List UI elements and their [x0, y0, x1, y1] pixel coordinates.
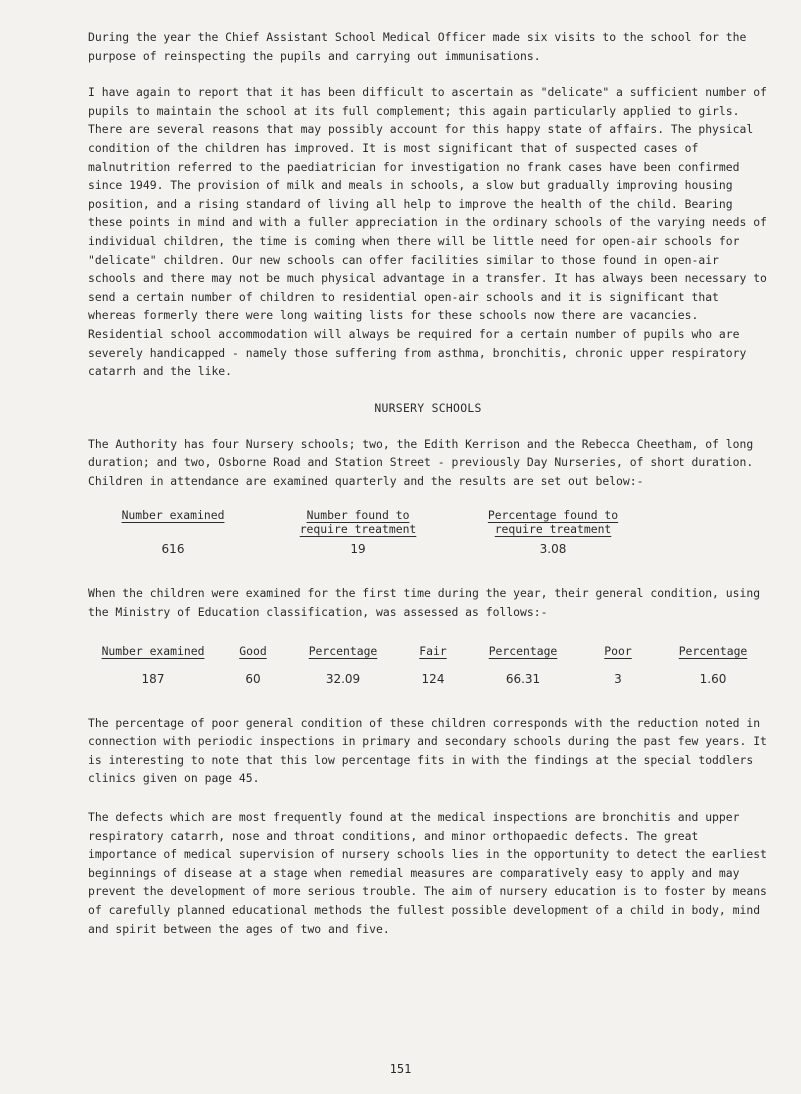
paragraph-reinspection: During the year the Chief Assistant School Medical Officer made six visits to the school for the purpose of reinspecting the pupils and carrying out immunisations.: [88, 30, 747, 63]
cell-number-examined: 187: [141, 671, 165, 686]
col-found-line1: Number found to: [306, 508, 410, 523]
cell-percentage-poor: 1.60: [699, 671, 727, 686]
paragraph-poor-condition: The percentage of poor general condition of these children corresponds with the reduction noted in connection with periodic inspections in primary and secondary schools during the past few years. It is interesting to note that this low percentage fits in with the findings at the special toddlers clinics given on page 45.: [88, 715, 767, 786]
table-row: [88, 536, 648, 562]
cell-fair: 124: [421, 671, 445, 686]
document-page: [88, 28, 768, 938]
col-percentage-fair: Percentage: [488, 643, 558, 658]
cell-poor: 3: [614, 671, 622, 686]
cell-number-examined: 616: [161, 542, 185, 557]
section-heading-nursery-schools: NURSERY SCHOOLS: [374, 400, 482, 415]
col-found-line2: require treatment: [299, 522, 417, 537]
col-pct-line2: require treatment: [494, 522, 612, 537]
condition-table: [88, 644, 768, 690]
page-number: 151: [389, 1062, 412, 1076]
cell-percentage-fair: 66.31: [505, 671, 541, 686]
cell-percentage-found: 3.08: [539, 542, 567, 557]
paragraph-delicate-pupils: I have again to report that it has been difficult to ascertain as "delicate" a sufficient number of pupils to maintain the school at its full complement; this again particularly applied to girls. There are several reasons that may possibly account for this happy state of affairs. The physical condition of the children has improved. It is most significant that of suspected cases of malnutrition referred to the paediatrician for investigation no frank cases have been confirmed since 1949. The provision of milk and meals in schools, a slow but gradually improving housing position, and a rising standard of living all help to improve the health of the child. Bearing these points in mind and with a fuller appreciation in the ordinary schools of the varying needs of individual children, the time is coming when there will be little need for open-air schools for "delicate" children. Our new schools can offer facilities similar to those found in open-air schools and there may not be much physical advantage in a transfer. It has always been necessary to send a certain number of children to residential open-air schools and it is significant that whereas formerly there were long waiting lists for these schools now there are vacancies. Residential school accommodation will always be required for a certain number of pupils who are severely handicapped - namely those suffering from asthma, bronchitis, chronic upper respiratory catarrh and the like.: [88, 85, 767, 379]
table-row: [88, 668, 768, 690]
col-fair: Fair: [419, 643, 447, 658]
treatment-table: [88, 508, 648, 562]
paragraph-general-condition: When the children were examined for the first time during the year, their general condition, using the Ministry of Education classification, was assessed as follows:-: [88, 586, 761, 620]
col-percentage-good: Percentage: [308, 643, 378, 658]
paragraph-nursery-schools: The Authority has four Nursery schools; two, the Edith Kerrison and the Rebecca Cheetham, of long duration; and two, Osborne Road and Station Street - previously Day Nurseries, of short duration. Children in attendance are examined quarterly and the results are set out below:-: [88, 436, 754, 488]
cell-number-found: 19: [350, 542, 366, 557]
col-good: Good: [239, 643, 267, 658]
col-number-examined: Number examined: [101, 643, 205, 658]
cell-percentage-good: 32.09: [325, 671, 361, 686]
col-pct-line1: Percentage found to: [487, 508, 619, 523]
col-percentage-poor: Percentage: [678, 643, 748, 658]
paragraph-defects: The defects which are most frequently found at the medical inspections are bronchitis and upper respiratory catarrh, nose and throat conditions, and minor orthopaedic defects. The great importance of medical supervision of nursery schools lies in the opportunity to detect the earliest beginnings of disease at a stage when remedial measures are comparatively easy to apply and may prevent the development of more serious trouble. The aim of nursery education is to foster by means of carefully planned educational methods the fullest possible development of a child in body, mind and spirit between the ages of two and five.: [88, 810, 767, 936]
col-poor: Poor: [604, 643, 632, 658]
cell-good: 60: [245, 671, 261, 686]
col-number-examined: Number examined: [121, 508, 225, 523]
